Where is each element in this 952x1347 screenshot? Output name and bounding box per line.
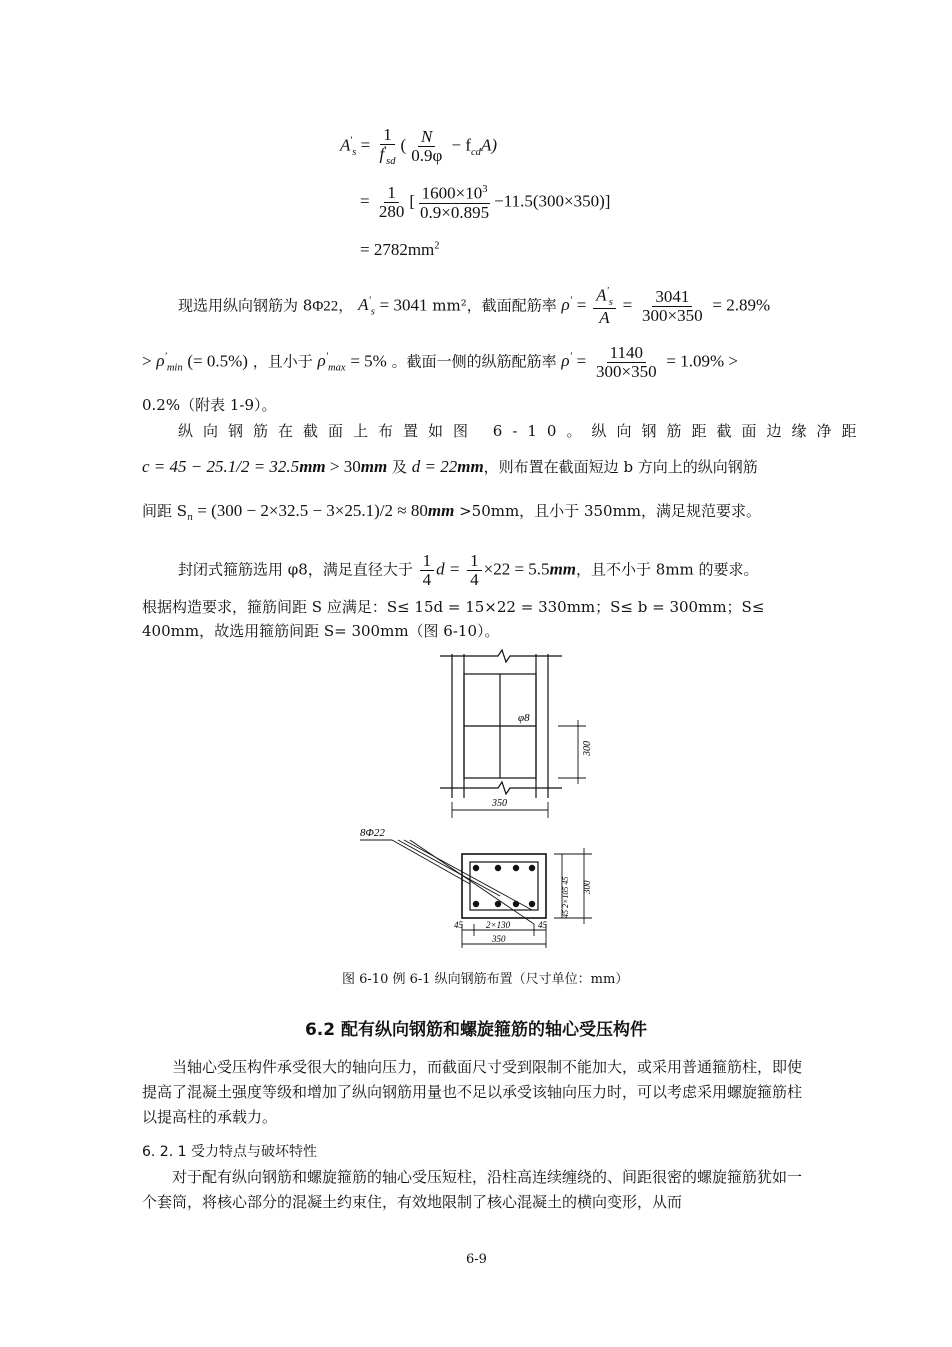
label-300: 300 <box>582 741 593 756</box>
para1-text: 当轴心受压构件承受很大的轴向压力，而截面尺寸受到限制不能加大，或采用普通箍筋柱，即使提高了混凝土强度等级和增加了纵向钢筋用量也不足以承受该轴向压力时，可以考虑采用螺旋箍筋柱以提高柱的承载力。 <box>142 1058 803 1126</box>
text-line-5 <box>178 552 759 589</box>
label-vert-dims: 45 2×105 45 <box>561 876 570 918</box>
figure-caption: 图 6-10 例 6-1 纵向钢筋布置（尺寸单位：mm） <box>342 972 629 987</box>
frac-num: 3041 <box>652 288 692 307</box>
column-elevation <box>440 650 562 798</box>
rho-symbol: ρ' <box>561 295 572 315</box>
frac-den: 280 <box>378 202 405 222</box>
fraction-1-over-280 <box>376 184 408 221</box>
formula-fcd: − f <box>451 135 471 155</box>
fsd-sub: sd <box>386 155 396 167</box>
l3d: mm <box>360 457 388 476</box>
label-45-right: 45 <box>538 920 547 930</box>
rho-side-symbol: ρ' <box>561 351 572 371</box>
l5d: mm <box>549 559 577 579</box>
rho-side-eq: = <box>576 351 587 371</box>
rho-max-symbol: $\rho'_{max}$ <box>317 351 346 374</box>
l4b: n <box>187 512 194 523</box>
l3h: ，则布置在截面短边 b 方向上的纵向钢筋 <box>483 458 758 476</box>
rho-side-frac <box>593 344 660 381</box>
frac-den: 4 <box>422 569 432 589</box>
rebar-bar-symbol: Φ22 <box>312 298 339 315</box>
label-phi8: φ8 <box>518 712 530 724</box>
l4a: 间距 S <box>142 502 188 520</box>
frac-den <box>377 145 399 167</box>
formula-tail: −11.5(300×350)] <box>494 191 611 211</box>
rebar-text-b: ， <box>338 296 354 315</box>
bar-leader-lines <box>360 840 534 924</box>
rho-frac-numeric <box>639 288 706 325</box>
rho-eq-2: = <box>622 295 633 315</box>
l5a: 封闭式箍筋选用 φ8，满足直径大于 <box>178 560 413 579</box>
label-bars: 8Φ22 <box>360 827 385 839</box>
frac-num: 1140 <box>607 344 646 363</box>
fraction-1600 <box>417 184 492 221</box>
frac-num: 1 <box>467 552 482 571</box>
rho-min-symbol: $\rho'_{min}$ <box>156 351 183 374</box>
text-line-7: 400mm，故选用箍筋间距 S= 300mm（图 6-10）。 <box>142 622 500 640</box>
frac-den: A <box>599 308 610 328</box>
frac-num <box>419 184 491 204</box>
l3b: mm <box>299 457 326 476</box>
fsd-sup: ' <box>384 144 387 156</box>
rebar-text-a: 现选用纵向钢筋为 8 <box>178 296 313 315</box>
l3f: d = 22 <box>411 457 458 476</box>
section-paragraph-2 <box>142 1165 810 1215</box>
rho-result: = 2.89% <box>712 295 771 315</box>
num-text: 1600×10 <box>421 183 483 203</box>
formula-result-sup: 2 <box>434 240 440 252</box>
rho-line <box>142 344 738 381</box>
text-line-2: 纵向钢筋在截面上布置如图 6-10。纵向钢筋距截面边缘净距 <box>178 422 867 440</box>
label-350-top: 350 <box>492 798 507 809</box>
fsd-f: f <box>379 144 385 164</box>
text-line-1: 0.2%（附表 1-9）。 <box>142 396 277 414</box>
para2-text: 对于配有纵向钢筋和螺旋箍筋的轴心受压短柱，沿柱高连续缠绕的、间距很密的螺旋箍筋犹如一个套筒，将核心部分的混凝土约束住，有效地限制了核心混凝土的横向变形，从而 <box>142 1168 803 1211</box>
subsection-heading: 6. 2. 1 受力特点与破坏特性 <box>142 1144 317 1160</box>
rho-min-value: (= 0.5%) <box>187 351 248 371</box>
section-paragraph-1 <box>142 1055 810 1130</box>
rho-side-result: = 1.09% > <box>666 351 738 371</box>
formula-line-2: = $\frac{1}{280}$ [ $\frac{1600\times 10^3}{0.9\times 0.895}$ −11.5(300×350)] <box>360 183 611 222</box>
l3c: > 30 <box>325 457 361 476</box>
text-line-3 <box>142 456 758 477</box>
frac-den: 0.9φ <box>411 145 443 165</box>
rho-frac-symbolic <box>593 286 616 327</box>
l4c: = (300 − 2×32.5 − 3×25.1)/2 ≈ 80 <box>193 501 428 520</box>
fraction-1-over-fsd <box>377 126 399 167</box>
side-text: 。截面一侧的纵筋配筋率 <box>391 352 557 371</box>
l5e: ，且不小于 8mm 的要求。 <box>576 560 759 579</box>
formula-as-sup: ' <box>350 135 353 147</box>
frac-den: 300×350 <box>642 305 703 325</box>
l3g: mm <box>457 457 484 476</box>
figure-6-10 <box>340 648 630 960</box>
rho-num-a: A <box>596 285 607 305</box>
formula-as-sub: s <box>352 146 357 158</box>
frac-num: 1 <box>380 126 395 145</box>
text-line-4 <box>142 500 761 523</box>
formula-line-3 <box>360 240 440 260</box>
frac-den: 300×350 <box>595 361 657 381</box>
formula-a-end: A) <box>480 135 497 155</box>
rho-max-value: = 5% <box>350 351 387 371</box>
l4e: >50mm，且小于 350mm，满足规范要求。 <box>454 502 762 520</box>
fraction-n-over-phi <box>408 128 445 165</box>
label-2x130: 2×130 <box>486 920 511 930</box>
as-unit: mm²，截面配筋率 <box>432 296 557 315</box>
cross-section <box>462 854 546 918</box>
frac-num: N <box>418 128 435 147</box>
num-sup: 3 <box>482 184 488 195</box>
section-heading: 6.2 配有纵向钢筋和螺旋箍筋的轴心受压构件 <box>304 1020 648 1040</box>
l4d: mm <box>427 501 455 520</box>
frac-num: $A'_s$ <box>593 286 616 309</box>
l5c: ×22 = 5.5 <box>483 559 550 579</box>
quarter-frac-2 <box>467 552 482 589</box>
formula-as: A <box>340 135 351 155</box>
frac-num: 1 <box>384 184 399 203</box>
rho-eq: = <box>576 295 587 315</box>
page-number: 6-9 <box>466 1252 487 1267</box>
text-line-6: 根据构造要求，箍筋间距 S 应满足：S≤ 15d = 15×22 = 330mm；S≤ b = 300mm；S≤ <box>142 598 765 616</box>
rebar-selection-line <box>178 286 770 327</box>
l5b: d = <box>436 559 461 579</box>
frac-den: 4 <box>470 569 479 589</box>
frac-den: 0.9×0.895 <box>420 202 490 222</box>
frac-num: 1 <box>420 552 435 571</box>
label-300-side: 300 <box>582 880 592 894</box>
l3e: 及 <box>387 458 412 476</box>
label-350-bottom: 350 <box>492 934 506 944</box>
as-value: = 3041 <box>379 295 428 315</box>
and-less-text: ，且小于 <box>252 352 313 371</box>
label-45-left: 45 <box>454 920 463 930</box>
quarter-frac-1 <box>420 552 435 589</box>
formula-fcd-sub: cd <box>471 146 481 158</box>
gt-sign: > <box>142 351 152 371</box>
as-symbol: $A'_s$ <box>358 295 375 318</box>
formula-line-1: $A'_s$ = $\frac{1}{f'_{sd}}$ ( $\frac{N}{0.9\varphi}$ − $f_{cd}A$) <box>340 125 497 167</box>
l3a: c = 45 − 25.1/2 = 32.5 <box>142 457 300 476</box>
formula-result: = 2782mm <box>360 240 435 259</box>
